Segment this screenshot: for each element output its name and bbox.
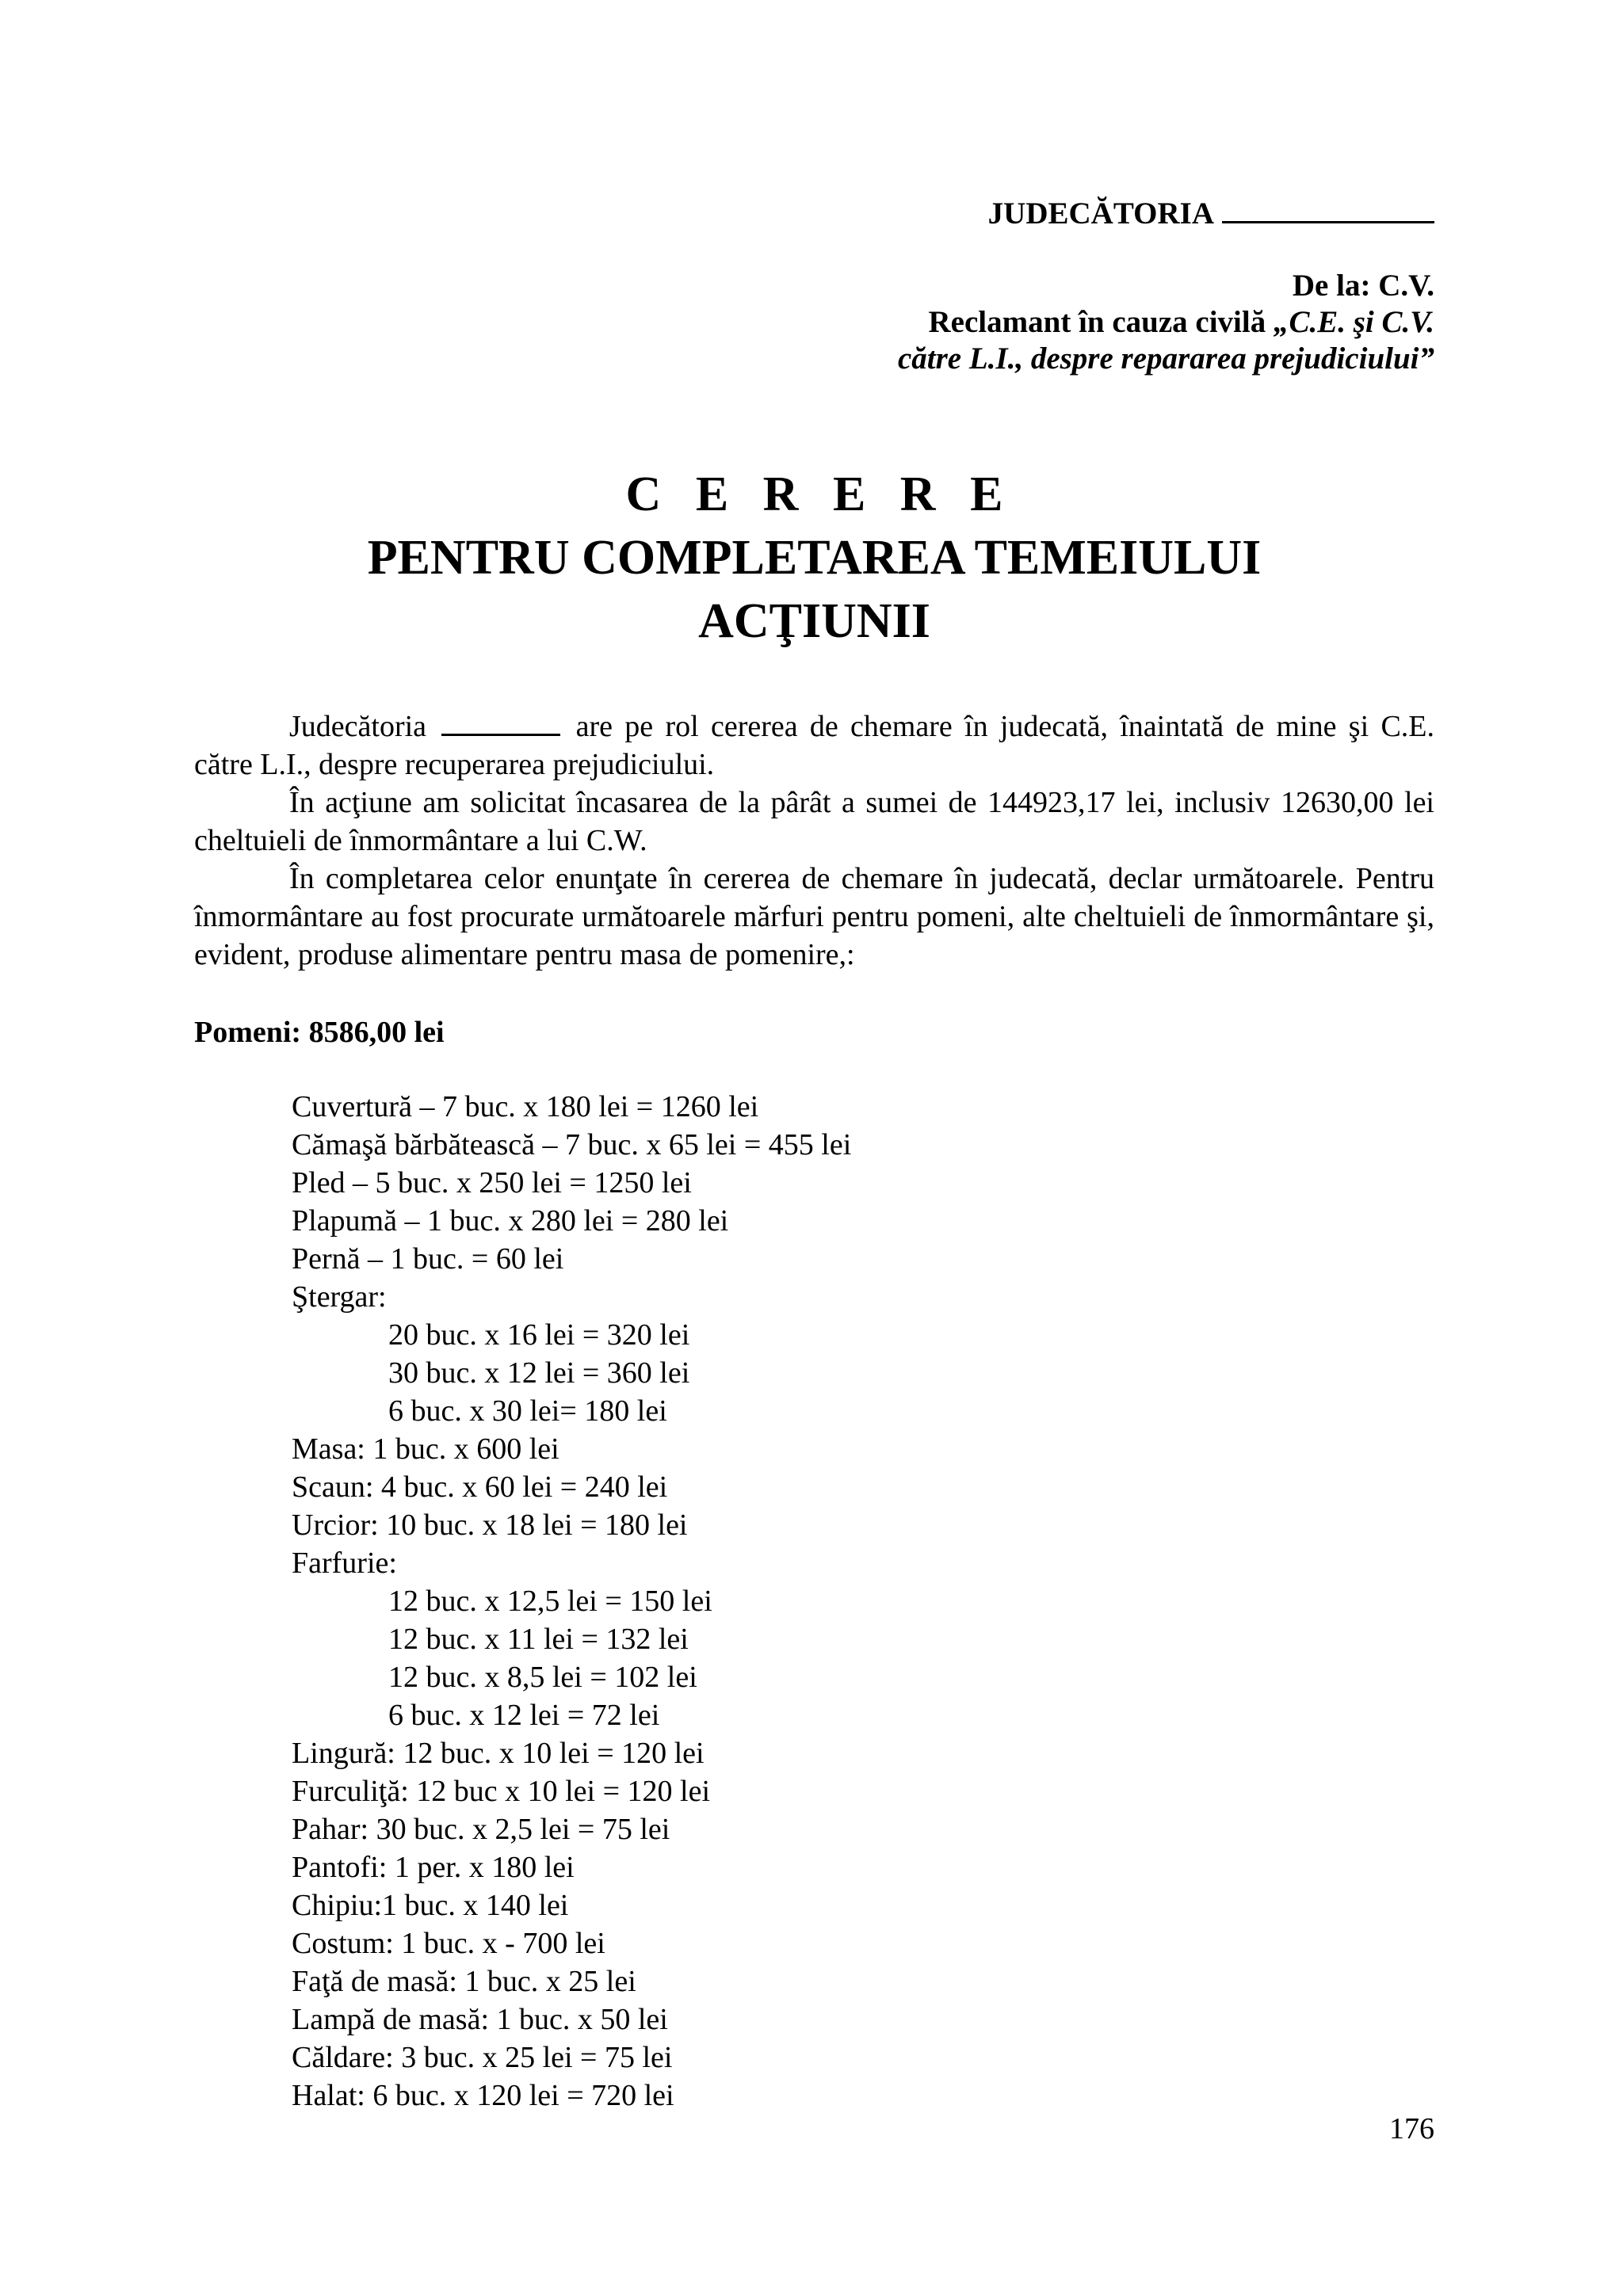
list-item: Faţă de masă: 1 buc. x 25 lei [292, 1965, 636, 1998]
list-subitem: 12 buc. x 11 lei = 132 lei [388, 1623, 689, 1656]
paragraph-2: În acţiune am solicitat încasarea de la pârât a sumei de 144923,17 lei, inclusiv 12630,00 lei cheltuieli de înmormântare a lui C.W. [194, 786, 1434, 857]
list-item: Cuvertură – 7 buc. x 180 lei = 1260 lei [292, 1090, 759, 1123]
title-line-3: ACŢIUNII [698, 594, 930, 648]
court-name-blank [1222, 221, 1434, 223]
paragraph-1 [194, 707, 1434, 784]
case-name-part1: „C.E. şi C.V. [1273, 305, 1434, 339]
sender-block [792, 268, 1434, 377]
list-subitem: 6 buc. x 30 lei= 180 lei [388, 1394, 667, 1428]
list-subitem: 6 buc. x 12 lei = 72 lei [388, 1699, 660, 1732]
list-item: Lingură: 12 buc. x 10 lei = 120 lei [292, 1737, 705, 1770]
list-item: Cămaşă bărbătească – 7 buc. x 65 lei = 455 lei [292, 1128, 852, 1161]
paragraph-1-rest: are pe rol cererea de chemare în judecată, înaintată de mine şi C.E. către L.I., despre recuperarea prejudiciului. [194, 710, 1434, 781]
list-item: Chipiu:1 buc. x 140 lei [292, 1889, 569, 1922]
list-item: Scaun: 4 buc. x 60 lei = 240 lei [292, 1470, 668, 1504]
page-number: 176 [1389, 2112, 1434, 2145]
claimant-line [792, 304, 1434, 341]
list-item: Pantofi: 1 per. x 180 lei [292, 1851, 575, 1884]
body-text [194, 707, 1434, 974]
list-item: Lampă de masă: 1 buc. x 50 lei [292, 2003, 668, 2036]
list-item: Halat: 6 buc. x 120 lei = 720 lei [292, 2079, 674, 2112]
list-item: Masa: 1 buc. x 600 lei [292, 1432, 559, 1466]
from-line: De la: C.V. [1292, 269, 1434, 303]
claimant-prefix: Reclamant în cauza civilă [928, 305, 1274, 339]
list-subitem: 20 buc. x 16 lei = 320 lei [388, 1318, 690, 1352]
item-list [292, 1088, 1243, 2115]
paragraph-3: În completarea celor enunţate în cererea de chemare în judecată, declar următoarele. Pentru înmormântare au fost procurate următoarele mărfuri pentru pomeni, alte cheltuieli de înmormântare şi, evident, produse alimentare pentru masa de pomenire,: [194, 862, 1434, 971]
section-heading: Pomeni: 8586,00 lei [194, 1016, 445, 1049]
case-name-part2: către L.I., despre repararea prejudiciului” [897, 341, 1434, 376]
document-title [194, 463, 1434, 653]
list-item: Costum: 1 buc. x - 700 lei [292, 1927, 605, 1960]
list-subitem: 30 buc. x 12 lei = 360 lei [388, 1356, 690, 1390]
list-subitem: 12 buc. x 12,5 lei = 150 lei [388, 1585, 712, 1618]
court-line [872, 194, 1434, 234]
list-item: Pahar: 30 buc. x 2,5 lei = 75 lei [292, 1813, 670, 1846]
list-item: Farfurie: [292, 1547, 397, 1580]
list-subitem: 12 buc. x 8,5 lei = 102 lei [388, 1661, 697, 1694]
title-line-1: C E R E R E [625, 467, 1014, 521]
court-label: JUDECĂTORIA [987, 196, 1214, 231]
title-line-2: PENTRU COMPLETAREA TEMEIULUI [367, 531, 1262, 585]
list-item: Ştergar: [292, 1280, 387, 1314]
list-item: Furculiţă: 12 buc x 10 lei = 120 lei [292, 1775, 711, 1808]
list-item: Căldare: 3 buc. x 25 lei = 75 lei [292, 2041, 673, 2074]
court-blank-inline [441, 734, 560, 736]
list-item: Plapumă – 1 buc. x 280 lei = 280 lei [292, 1204, 729, 1238]
list-item: Urcior: 10 buc. x 18 lei = 180 lei [292, 1508, 688, 1542]
list-item: Pernă – 1 buc. = 60 lei [292, 1242, 564, 1276]
list-item: Pled – 5 buc. x 250 lei = 1250 lei [292, 1166, 692, 1199]
paragraph-1-start: Judecătoria [289, 710, 427, 743]
